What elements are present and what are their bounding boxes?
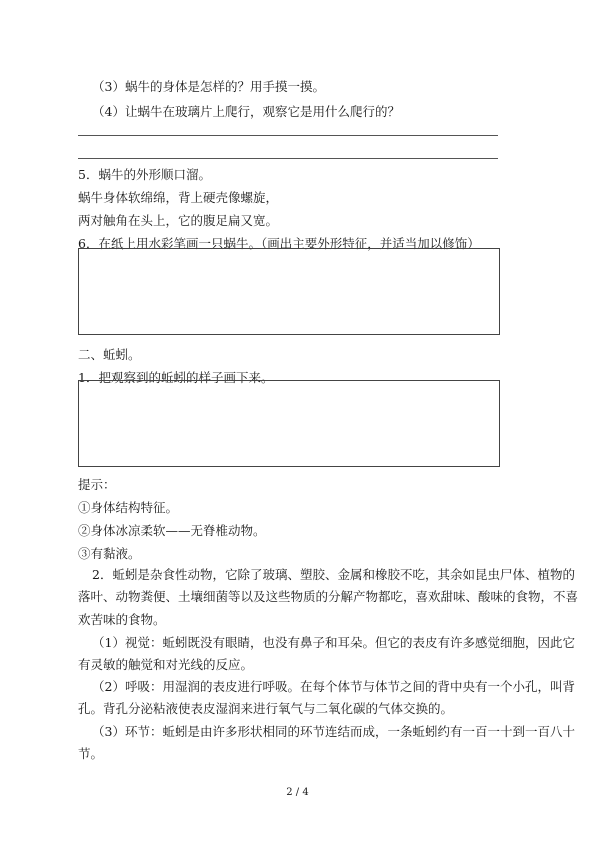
paragraph-breathing-line-2: 孔。背孔分泌粘液使表皮湿润来进行氧气与二氧化碳的气体交换的。	[78, 701, 454, 716]
hint-label: 提示：	[78, 477, 116, 492]
answer-line-1	[78, 135, 498, 136]
question-5-title: 5．蜗牛的外形顺口溜。	[78, 167, 211, 182]
snail-drawing-box[interactable]	[78, 248, 500, 335]
rhyme-line-1: 蜗牛身体软绵绵，背上硬壳像螺旋，	[78, 190, 279, 205]
question-3: （3）蜗牛的身体是怎样的？用手摸一摸。	[92, 79, 325, 94]
question-6: 6．在纸上用水彩笔画一只蜗牛。（画出主要外形特征，并适当加以修饰）	[78, 236, 480, 251]
hint-item-3: ③有黏液。	[78, 546, 141, 561]
paragraph-2-line-3: 欢苦味的食物。	[78, 612, 166, 627]
earthworm-drawing-box[interactable]	[78, 380, 500, 467]
paragraph-2-line-2: 落叶、动物粪便、土壤细菌等以及这些物质的分解产物都吃，喜欢甜味、酸味的食物，不喜	[78, 589, 579, 604]
rhyme-line-2: 两对触角在头上，它的腹足扁又宽。	[78, 213, 279, 228]
paragraph-2-line-1: 2．蚯蚓是杂食性动物，它除了玻璃、塑胶、金属和橡胶不吃，其余如昆虫尸体、植物的	[92, 567, 575, 582]
section-2-question-1: 1．把观察到的蚯蚓的样子画下来。	[78, 370, 274, 385]
question-4: （4）让蜗牛在玻璃片上爬行，观察它是用什么爬行的？	[92, 104, 400, 119]
paragraph-segments-line-2: 节。	[78, 746, 104, 761]
section-2-heading: 二、蚯蚓。	[78, 347, 141, 362]
answer-line-2	[78, 158, 498, 159]
page-number: 2 / 4	[286, 787, 309, 798]
paragraph-breathing-line-1: （2）呼吸：用湿润的表皮进行呼吸。在每个体节与体节之间的背中央有一个小孔，叫背	[92, 679, 575, 694]
paragraph-vision-line-1: （1）视觉：蚯蚓既没有眼睛，也没有鼻子和耳朵。但它的表皮有许多感觉细胞，因此它	[92, 635, 575, 650]
hint-item-2: ②身体冰凉柔软——无脊椎动物。	[78, 523, 266, 538]
paragraph-vision-line-2: 有灵敏的触觉和对光线的反应。	[78, 657, 254, 672]
hint-item-1: ①身体结构特征。	[78, 500, 179, 515]
paragraph-segments-line-1: （3）环节：蚯蚓是由许多形状相同的环节连结而成，一条蚯蚓约有一百一十到一百八十	[92, 724, 575, 739]
